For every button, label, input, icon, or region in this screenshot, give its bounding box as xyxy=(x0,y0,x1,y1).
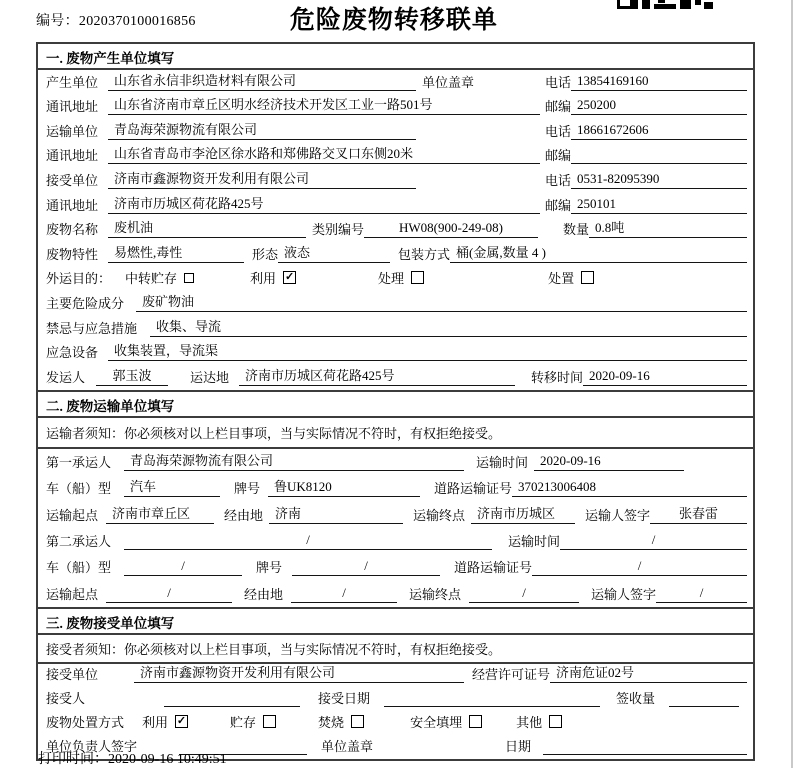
road-permit2-value: / xyxy=(532,558,747,576)
row-route1 xyxy=(38,501,753,527)
disposal-option-storage xyxy=(230,712,276,731)
carrier1-label: 第一承运人 xyxy=(46,455,112,471)
carrier2-label: 第二承运人 xyxy=(46,533,112,549)
phone-label: 电话 xyxy=(544,74,571,90)
zip-label: 邮编 xyxy=(544,148,571,164)
checkbox-icon xyxy=(411,271,424,284)
origin2-value: / xyxy=(106,585,232,603)
disposal-option-utilize xyxy=(142,712,188,731)
row-transport-unit xyxy=(38,119,753,144)
hazard-label: 主要危险成分 xyxy=(46,295,125,311)
equipment-value: 收集装置，导流渠 xyxy=(108,340,747,361)
plate-label: 牌号 xyxy=(256,560,283,576)
road-permit-label: 道路运输证号 xyxy=(454,560,533,576)
quantity-label: 数量 xyxy=(562,222,589,238)
receive-date-label: 接受日期 xyxy=(318,691,371,707)
section-transporter xyxy=(38,390,753,607)
transport-time1-value: 2020-09-16 xyxy=(534,453,684,471)
row-carrier1 xyxy=(38,449,753,475)
page-title: 危险废物转移联单 xyxy=(289,7,498,34)
phone-label: 电话 xyxy=(544,172,571,188)
purpose-option-label: 处置 xyxy=(548,271,575,287)
produce-zip-value: 250200 xyxy=(571,97,747,115)
character-value: 易燃性,毒性 xyxy=(108,242,244,263)
date-label: 日期 xyxy=(505,738,532,754)
checkbox-icon xyxy=(263,715,276,728)
row-purpose xyxy=(38,267,753,292)
receive-phone-value: 0531-82095390 xyxy=(571,171,747,189)
terminal-label: 运输终点 xyxy=(409,586,462,602)
vehicle-label: 车（船）型 xyxy=(46,560,112,576)
permit-label: 经营许可证号 xyxy=(472,667,551,683)
row-produce-address xyxy=(38,95,753,120)
unit-seal-label: 单位盖章 xyxy=(422,74,475,90)
disposal-label: 废物处置方式 xyxy=(46,714,125,730)
checkbox-icon xyxy=(184,273,194,283)
date-value xyxy=(543,740,747,755)
carrier1-value: 青岛海荣源物流有限公司 xyxy=(124,450,464,471)
disposal-option-label: 焚烧 xyxy=(318,714,345,730)
via2-value: / xyxy=(291,585,397,603)
plate1-value: 鲁UK8120 xyxy=(268,476,420,497)
produce-unit-label: 产生单位 xyxy=(46,74,99,90)
origin-label: 运输起点 xyxy=(46,507,99,523)
purpose-option-label: 利用 xyxy=(250,271,277,287)
row-receive-unit xyxy=(38,168,753,193)
zip-label: 邮编 xyxy=(544,197,571,213)
receive-address-value: 济南市历城区荷花路425号 xyxy=(108,193,540,214)
section-receiver-header: 三. 废物接受单位填写 xyxy=(38,607,753,635)
document-number-label: 编号： xyxy=(36,14,79,29)
form-label: 形态 xyxy=(252,246,279,262)
receive-unit-label: 接受单位 xyxy=(46,667,99,683)
page-edge-line xyxy=(791,0,793,768)
receive-zip-value: 250101 xyxy=(571,196,747,214)
terminal-label: 运输终点 xyxy=(413,507,466,523)
checkbox-icon xyxy=(581,271,594,284)
receiver-notice: 接受者须知：你必须核对以上栏目事项，当与实际情况不符时，有权拒绝接受。 xyxy=(38,635,753,664)
transporter-notice: 运输者须知：你必须核对以上栏目事项，当与实际情况不符时，有权拒绝接受。 xyxy=(38,418,753,449)
category-value: HW08(900-249-08) xyxy=(364,220,538,238)
sign-label: 运输人签字 xyxy=(591,586,657,602)
row-shipper xyxy=(38,365,753,390)
row-hazard xyxy=(38,291,753,316)
receive-unit-value: 济南市鑫源物资开发利用有限公司 xyxy=(108,168,416,189)
signed-qty-label: 签收量 xyxy=(616,691,656,707)
terminal1-value: 济南市历城区 xyxy=(471,503,575,524)
plate-label: 牌号 xyxy=(234,481,261,497)
transport-unit-value: 青岛海荣源物流有限公司 xyxy=(108,119,416,140)
disposal-option-label: 安全填埋 xyxy=(410,714,463,730)
row-produce-unit xyxy=(38,70,753,95)
taboo-label: 禁忌与应急措施 xyxy=(46,320,138,336)
disposal-option-incinerate xyxy=(318,712,364,731)
purpose-option-label: 处理 xyxy=(378,271,405,287)
destination-label: 运达地 xyxy=(190,369,230,385)
row-vehicle2 xyxy=(38,554,753,580)
sign1-value: 张春雷 xyxy=(650,503,747,524)
section-producer-header: 一. 废物产生单位填写 xyxy=(38,44,753,70)
unit-seal-label: 单位盖章 xyxy=(321,738,374,754)
purpose-option-label: 中转贮存 xyxy=(125,271,178,287)
receive-unit-value: 济南市鑫源物资开发利用有限公司 xyxy=(134,662,464,683)
produce-unit-value: 山东省永信非织造材料有限公司 xyxy=(108,70,416,91)
receive-unit-label: 接受单位 xyxy=(46,172,99,188)
disposal-option-label: 其他 xyxy=(516,714,543,730)
taboo-value: 收集、导流 xyxy=(150,316,747,337)
print-time xyxy=(38,748,227,768)
transport-time2-value: / xyxy=(560,532,747,550)
purpose-option-treat xyxy=(378,268,424,287)
waste-name-label: 废物名称 xyxy=(46,222,99,238)
via-label: 经由地 xyxy=(244,586,284,602)
produce-address-value: 山东省济南市章丘区明水经济技术开发区工业一路501号 xyxy=(108,94,540,115)
transport-zip-value xyxy=(571,149,747,164)
produce-phone-value: 13854169160 xyxy=(571,73,747,91)
plate2-value: / xyxy=(292,558,440,576)
vehicle1-value: 汽车 xyxy=(124,476,220,497)
equipment-label: 应急设备 xyxy=(46,345,99,361)
row-carrier2 xyxy=(38,528,753,554)
packing-label: 包装方式 xyxy=(398,246,451,262)
sign2-value: / xyxy=(656,585,747,603)
purpose-label: 外运目的： xyxy=(46,271,112,287)
row-receive-unit3 xyxy=(38,664,753,688)
transport-time-label: 运输时间 xyxy=(508,533,561,549)
disposal-option-label: 利用 xyxy=(142,714,169,730)
receiver-value xyxy=(164,692,300,707)
form-value: 液态 xyxy=(278,242,390,263)
section-transporter-header: 二. 废物运输单位填写 xyxy=(38,390,753,418)
vehicle2-value: / xyxy=(124,558,242,576)
via1-value: 济南 xyxy=(269,503,403,524)
via-label: 经由地 xyxy=(224,507,264,523)
transfer-time-label: 转移时间 xyxy=(531,369,584,385)
receive-date-value xyxy=(384,692,600,707)
character-label: 废物特性 xyxy=(46,246,99,262)
quantity-value: 0.8吨 xyxy=(589,217,747,238)
checkbox-icon xyxy=(351,715,364,728)
purpose-option-transfer-storage xyxy=(125,268,194,287)
vehicle-label: 车（船）型 xyxy=(46,481,112,497)
shipper-label: 发运人 xyxy=(46,369,86,385)
transfer-time-value: 2020-09-16 xyxy=(583,368,747,386)
address-label: 通讯地址 xyxy=(46,197,99,213)
disposal-option-label: 贮存 xyxy=(230,714,257,730)
row-waste-character xyxy=(38,242,753,267)
checkbox-checked-icon: ✓ xyxy=(284,271,295,284)
signed-qty-value xyxy=(669,692,739,707)
row-equipment xyxy=(38,341,753,366)
document-number-value: 2020370100016856 xyxy=(78,14,196,29)
qr-code-fragment xyxy=(617,0,713,10)
document-number xyxy=(36,10,196,30)
permit-value: 济南危证02号 xyxy=(550,662,747,683)
waste-name-value: 废机油 xyxy=(108,217,306,238)
address-label: 通讯地址 xyxy=(46,148,99,164)
checkbox-checked-icon: ✓ xyxy=(176,714,187,727)
section-receiver xyxy=(38,607,753,759)
packing-value: 桶(金属,数量 4 ) xyxy=(450,242,747,263)
sign-label: 运输人签字 xyxy=(585,507,651,523)
transport-unit-label: 运输单位 xyxy=(46,123,99,139)
disposal-option-landfill xyxy=(410,712,482,731)
row-waste-name xyxy=(38,218,753,243)
row-disposal xyxy=(38,711,753,735)
row-receiver-person xyxy=(38,687,753,711)
checkbox-icon xyxy=(549,715,562,728)
origin-label: 运输起点 xyxy=(46,586,99,602)
transport-address-value: 山东省青岛市李沧区徐水路和郑佛路交叉口东侧20米 xyxy=(108,143,540,164)
terminal2-value: / xyxy=(469,585,579,603)
row-receive-address xyxy=(38,193,753,218)
hazard-value: 废矿物油 xyxy=(136,291,747,312)
zip-label: 邮编 xyxy=(544,99,571,115)
address-label: 通讯地址 xyxy=(46,99,99,115)
hazardous-waste-transfer-form xyxy=(36,42,755,761)
row-route2 xyxy=(38,580,753,606)
disposal-option-other xyxy=(516,712,562,731)
transport-time-label: 运输时间 xyxy=(476,455,529,471)
checkbox-icon xyxy=(469,715,482,728)
category-label: 类别编号 xyxy=(312,222,365,238)
print-time-label: 打印时间： xyxy=(38,752,108,767)
destination-value: 济南市历城区荷花路425号 xyxy=(239,365,515,386)
row-taboo xyxy=(38,316,753,341)
receiver-label: 接受人 xyxy=(46,691,86,707)
carrier2-value: / xyxy=(124,532,492,550)
phone-label: 电话 xyxy=(544,123,571,139)
row-transport-address xyxy=(38,144,753,169)
road-permit1-value: 370213006408 xyxy=(512,479,747,497)
purpose-option-dispose xyxy=(548,268,594,287)
row-vehicle1 xyxy=(38,475,753,501)
section-producer xyxy=(38,44,753,390)
origin1-value: 济南市章丘区 xyxy=(106,503,214,524)
road-permit-label: 道路运输证号 xyxy=(434,481,513,497)
shipper-value: 郭玉波 xyxy=(96,365,168,386)
print-time-value: 2020-09-16 10:49:51 xyxy=(108,752,227,767)
transport-phone-value: 18661672606 xyxy=(571,122,747,140)
purpose-option-utilize xyxy=(250,268,296,287)
responsible-sign-label: 单位负责人签字 xyxy=(46,738,138,754)
